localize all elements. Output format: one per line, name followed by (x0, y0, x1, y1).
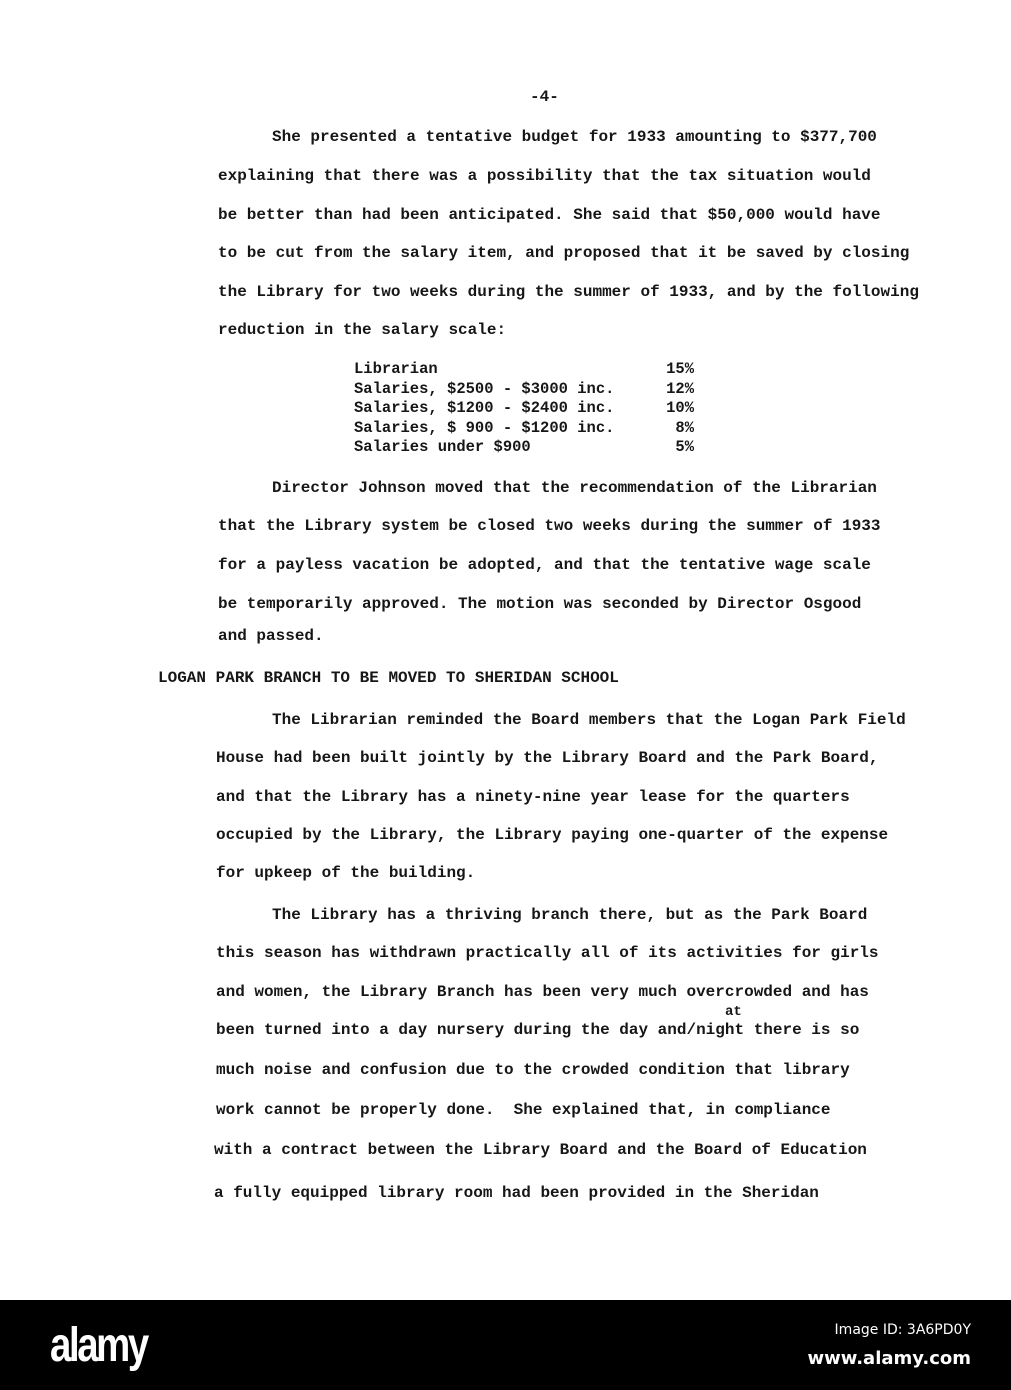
table-row (354, 380, 694, 400)
handwritten-insertion: at (725, 1004, 742, 1020)
paragraph-1-line: the Library for two weeks during the summer of 1933, and by the following (218, 283, 919, 301)
paragraph-4-line: a fully equipped library room had been provided in the Sheridan (214, 1184, 819, 1202)
table-row (354, 360, 694, 380)
site-url: www.alamy.com (807, 1348, 971, 1369)
section-heading: LOGAN PARK BRANCH TO BE MOVED TO SHERIDAN SCHOOL (158, 669, 619, 687)
row-label: Salaries under $900 (354, 438, 531, 457)
paragraph-4-line: this season has withdrawn practically all of its activities for girls (216, 944, 879, 962)
paragraph-2-line: be temporarily approved. The motion was seconded by Director Osgood (218, 595, 862, 613)
paragraph-2-line: and passed. (218, 627, 324, 645)
table-row (354, 419, 694, 439)
paragraph-1-line: explaining that there was a possibility that the tax situation would (218, 167, 871, 185)
row-label: Librarian (354, 360, 438, 378)
paragraph-4-line: with a contract between the Library Board and the Board of Education (214, 1141, 867, 1159)
row-label: Salaries, $ 900 - $1200 inc. (354, 418, 615, 437)
paragraph-3-line: for upkeep of the building. (216, 864, 476, 882)
alamy-logo: alamy (50, 1319, 147, 1372)
paragraph-3-line: occupied by the Library, the Library paying one-quarter of the expense (216, 826, 889, 844)
paragraph-3-line: House had been built jointly by the Library Board and the Park Board, (216, 749, 879, 767)
paragraph-1-line: She presented a tentative budget for 1933 amounting to $377,700 (272, 128, 877, 146)
row-label: Salaries, $1200 - $2400 inc. (354, 399, 615, 418)
row-percent: 10% (666, 399, 694, 418)
paragraph-4-line: work cannot be properly done. She explained that, in compliance (216, 1101, 831, 1119)
row-label: Salaries, $2500 - $3000 inc. (354, 379, 615, 398)
paragraph-4-line: and women, the Library Branch has been very much overcrowded and has (216, 983, 869, 1001)
row-percent: 15% (666, 360, 694, 378)
paragraph-2-line: for a payless vacation be adopted, and that the tentative wage scale (218, 556, 871, 574)
paragraph-1-line: be better than had been anticipated. She said that $50,000 would have (218, 206, 881, 224)
page-number: -4- (530, 88, 559, 106)
paragraph-3-line: The Librarian reminded the Board members that the Logan Park Field (272, 711, 906, 729)
paragraph-1-line: to be cut from the salary item, and proposed that it be saved by closing (218, 244, 910, 262)
row-percent: 12% (666, 379, 694, 398)
paragraph-2-line: Director Johnson moved that the recommendation of the Librarian (272, 479, 877, 497)
row-percent: 8% (675, 418, 694, 437)
row-percent: 5% (675, 438, 694, 457)
paragraph-4-line: been turned into a day nursery during the day and/night there is so (216, 1021, 860, 1039)
watermark-footer (0, 1300, 1011, 1390)
paragraph-1-line: reduction in the salary scale: (218, 321, 507, 339)
paragraph-4-line: much noise and confusion due to the crowded condition that library (216, 1061, 850, 1079)
table-row (354, 438, 694, 458)
image-id: Image ID: 3A6PD0Y (834, 1322, 971, 1338)
paragraph-3-line: and that the Library has a ninety-nine year lease for the quarters (216, 788, 850, 806)
paragraph-2-line: that the Library system be closed two weeks during the summer of 1933 (218, 517, 881, 535)
paragraph-4-line: The Library has a thriving branch there, but as the Park Board (272, 906, 868, 924)
salary-reduction-table (354, 360, 694, 458)
table-row (354, 399, 694, 419)
